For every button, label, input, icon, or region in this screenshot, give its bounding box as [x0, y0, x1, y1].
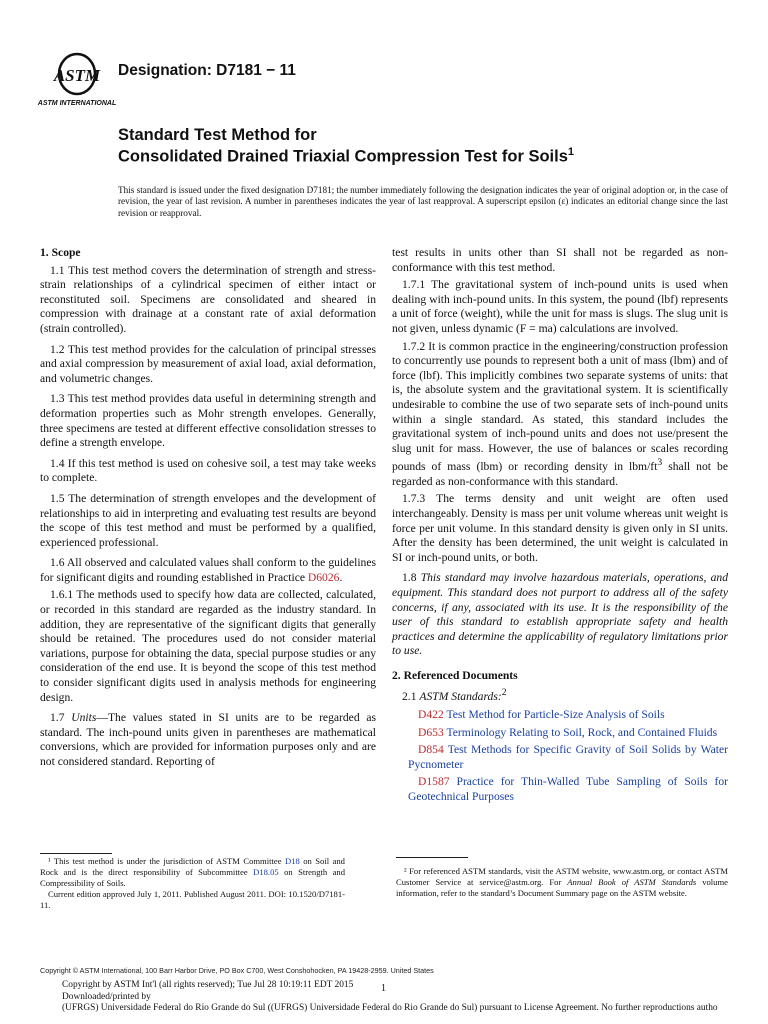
- footnote-1: [40, 856, 345, 911]
- standard-notice: This standard is issued under the fixed designation D7181; the number immediately following the designation indicates the year of original adoption or, in the case of revision, the year of last revision. A number in parentheses indicates the year of last reapproval. A superscript epsilon (ε) indicates an editorial change since the last revision or reapproval.: [118, 185, 728, 218]
- title-line-2: [118, 146, 574, 167]
- paragraph-1-7-units: Units: [71, 711, 97, 725]
- superscript-3: 3: [657, 457, 663, 469]
- designation-edition: − 11: [261, 62, 296, 79]
- title-line-1: Standard Test Method for: [118, 126, 317, 144]
- logo-text: ASTM INTERNATIONAL: [37, 100, 117, 107]
- paragraph-1-1: 1.1 This test method covers the determination of strength and stress-strain relationships of a cylindrical specimen of either intact or reconstituted soil. Specimens are consolidated and sheared in compression with drainage at a constant rate of axial deformation (strain controlled).: [40, 263, 376, 335]
- footnote-2-book: Annual Book of ASTM Standards: [567, 877, 697, 888]
- astm-logo: [37, 52, 117, 110]
- paragraph-1-3: 1.3 This test method provides data useful in determining strength and deformation properties such as Mohr strength envelopes. Generally, three specimens are tested at different effective consolidation stresses to define a strength envelope.: [40, 392, 376, 450]
- designation: [118, 62, 296, 80]
- paragraph-1-8-num: 1.8: [402, 571, 421, 585]
- paragraph-continued: test results in units other than SI shall not be regarded as non-conformance with this test method.: [392, 246, 728, 274]
- paragraph-1-5: 1.5 The determination of strength envelopes and the development of relationships to aid in interpreting and evaluating test results are beyond the scope of this test method and must be performed by a qualified, experienced professional.: [40, 491, 376, 549]
- right-column: [392, 246, 728, 808]
- footnote-1-text: ¹ This test method is under the jurisdiction of ASTM Committee: [48, 856, 285, 866]
- footnote-1-text-b: on Soil and Rock and is the direct responsibility of Subcommittee: [40, 856, 345, 878]
- title-text: Consolidated Drained Triaxial Compression Test for Soils: [118, 147, 568, 166]
- page-number: 1: [381, 983, 386, 994]
- reference-item: [392, 775, 728, 804]
- section-heading-referenced-documents: 2. Referenced Documents: [392, 668, 518, 682]
- footnote-1-text-c: on Strength and Compressibility of Soils.: [40, 867, 345, 889]
- link-d653[interactable]: D653: [418, 725, 444, 739]
- copyright-line: Copyright © ASTM International, 100 Barr Harbor Drive, PO Box C700, West Conshohocken, PA 19428-2959. United States: [40, 966, 434, 975]
- paragraph-1-7-num: 1.7: [50, 711, 72, 725]
- left-column: [40, 246, 376, 773]
- paragraph-1-6-end: .: [339, 570, 343, 584]
- footnote-rule-left: [40, 853, 112, 854]
- reference-title[interactable]: Terminology Relating to Soil, Rock, and Contained Fluids: [443, 725, 718, 739]
- link-d6026[interactable]: D6026: [307, 570, 340, 584]
- link-d1587[interactable]: D1587: [418, 775, 450, 789]
- paragraph-1-7-1: 1.7.1 The gravitational system of inch-pound units is used when dealing with inch-pound units. In this system, the pound (lbf) represents a unit of force (weight), while the unit for mass is slugs. The slug unit is not given, unless dynamic (F = ma) calculations are involved.: [392, 278, 728, 335]
- paragraph-1-6: [40, 556, 376, 585]
- footer-line-2: Downloaded/printed by: [62, 992, 151, 1003]
- paragraph-2-1-label: ASTM Standards:: [419, 690, 502, 704]
- footnote-2: [396, 866, 728, 899]
- reference-item: [392, 708, 728, 723]
- paragraph-1-4: 1.4 If this test method is used on cohesive soil, a test may take weeks to complete.: [40, 456, 376, 485]
- reference-item: [392, 726, 728, 741]
- footnote-2-text: ² For referenced ASTM standards, visit the ASTM website, www.astm.org, or contact ASTM Customer Service at service@astm.org. For: [396, 866, 728, 888]
- footer-line-3: (UFRGS) Universidade Federal do Rio Grande do Sul ((UFRGS) Universidade Federal do Rio Grande do Sul) pursuant to License Agreement. No further reproductions autho: [62, 1003, 718, 1013]
- paragraph-1-6-1: 1.6.1 The methods used to specify how data are collected, calculated, or recorded in this standard are regarded as the industry standard. In addition, they are representative of the significant digits that generally should be retained. The procedures used do not consider material variations, purpose for obtaining the data, special purpose studies or any consideration of the end use. It is beyond the scope of this test method to consider significant digits used in analysis methods for engineering design.: [40, 588, 376, 704]
- footer-line-1: Copyright by ASTM Int'l (all rights reserved); Tue Jul 28 10:19:11 EDT 2015: [62, 980, 354, 990]
- link-d18[interactable]: D18: [284, 856, 300, 866]
- reference-title[interactable]: Practice for Thin-Walled Tube Sampling of Soils for Geotechnical Purposes: [408, 775, 728, 803]
- paragraph-2-1: [392, 686, 728, 704]
- link-d854[interactable]: D854: [418, 743, 444, 757]
- paragraph-1-7-3: 1.7.3 The terms density and unit weight are often used interchangeably. Density is mass per unit volume whereas unit weight is force per unit volume. In this standard density is given only in SI units. After the density has been determined, the unit weight is calculated in SI or inch-pound units, or both.: [392, 492, 728, 564]
- section-heading-scope: 1. Scope: [40, 246, 81, 259]
- paragraph-1-6-text: 1.6 All observed and calculated values shall conform to the guidelines for significant digits and rounding established in Practice: [40, 556, 376, 584]
- paragraph-1-7-text: —The values stated in SI units are to be regarded as standard. The inch-pound units given in parentheses are mathematical conversions, which are provided for information purposes only and are not considered standard. Reporting of: [40, 711, 376, 768]
- footnote-1-edition: Current edition approved July 1, 2011. Published August 2011. DOI: 10.1520/D7181-11.: [40, 889, 345, 911]
- footnote-rule-right: [396, 857, 468, 858]
- reference-item: [392, 743, 728, 772]
- paragraph-1-8: [392, 571, 728, 659]
- link-d422[interactable]: D422: [418, 707, 444, 721]
- title-footnote-ref[interactable]: 1: [567, 146, 574, 158]
- footnote-ref-2[interactable]: 2: [501, 687, 507, 699]
- paragraph-1-2: 1.2 This test method provides for the calculation of principal stresses and axial compression by measurement of axial load, axial deformation, and volumetric changes.: [40, 342, 376, 385]
- designation-label: Designation: D7181: [118, 62, 262, 79]
- paragraph-1-7-2-text: 1.7.2 It is common practice in the engineering/construction profession to concurrently use pounds to represent both a unit of mass (lbm) and of force (lbf). This implicitly combines two separate systems of units: that is, the absolute system and the gravitational system. It is scientifically undesirable to combine the use of two separate sets of inch-pound units within a single standard. As stated, this standard includes the gravitational system of inch-pound units and does not use/present the slug unit for mass. However, the use of balances or scales recording pounds of mass (lbm) or recording density in lbm/ft: [392, 339, 728, 474]
- reference-title[interactable]: Test Methods for Specific Gravity of Soil Solids by Water Pycnometer: [408, 743, 728, 771]
- paragraph-2-1-num: 2.1: [402, 690, 420, 704]
- svg-text:ASTM: ASTM: [53, 66, 101, 85]
- paragraph-1-7-2-end: shall not be regarded as non-conformance with this standard.: [392, 460, 728, 488]
- footnote-2-text-b: volume information, refer to the standard’s Document Summary page on the ASTM website.: [396, 877, 728, 899]
- footer-download-info: [62, 979, 353, 1003]
- reference-title[interactable]: Test Method for Particle-Size Analysis of Soils: [443, 707, 665, 721]
- paragraph-1-7-2: [392, 340, 728, 490]
- paragraph-1-7: [40, 711, 376, 769]
- paragraph-1-8-text: This standard may involve hazardous materials, operations, and equipment. This standard does not purport to address all of the safety concerns, if any, associated with its use. It is the responsibility of the user of this standard to establish appropriate safety and health practices and determine the applicability of regulatory limitations prior to use.: [392, 571, 729, 658]
- link-d18-05[interactable]: D18.05: [253, 867, 279, 878]
